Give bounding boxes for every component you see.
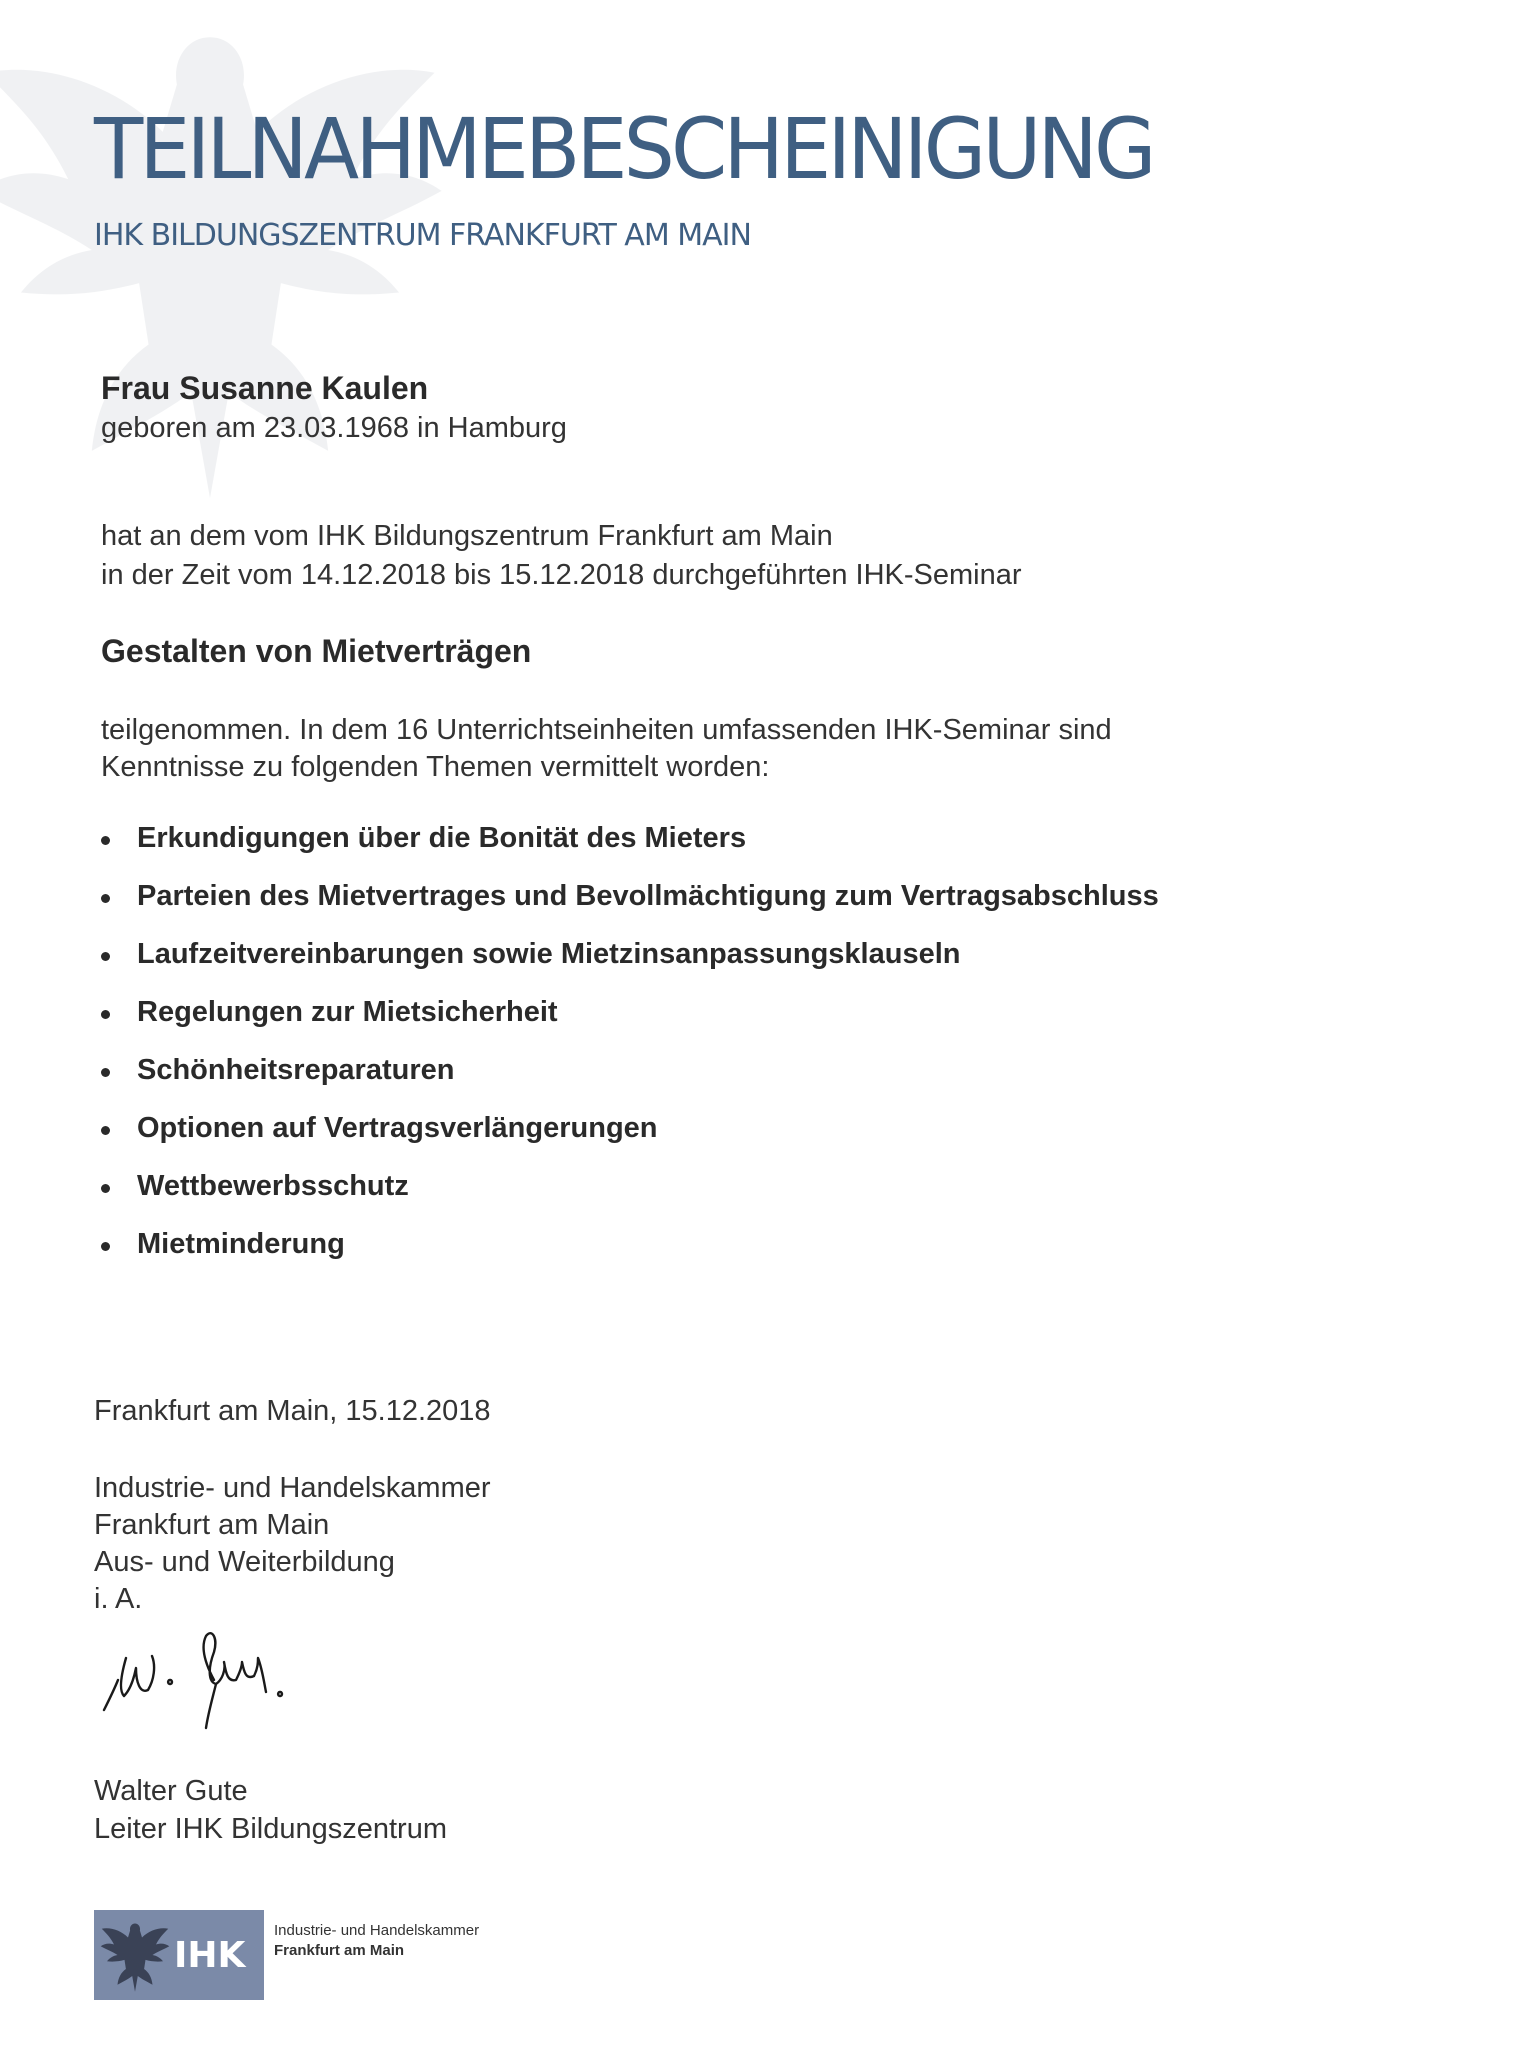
topic-label: Erkundigungen über die Bonität des Mieters	[137, 822, 747, 854]
organization-line: i. A.	[94, 1583, 143, 1615]
bullet-icon	[101, 1242, 110, 1251]
bullet-icon	[101, 836, 110, 845]
issuer-subtitle: IHK BILDUNGSZENTRUM FRANKFURT AM MAIN	[94, 218, 751, 253]
bullet-icon	[101, 952, 110, 961]
ihk-logo	[94, 1910, 264, 2000]
topic-item	[101, 880, 1159, 938]
intro-line-2: in der Zeit vom 14.12.2018 bis 15.12.2018 durchgeführten IHK-Seminar	[101, 559, 1022, 591]
organization-line: Frankfurt am Main	[94, 1509, 330, 1541]
organization-line: Industrie- und Handelskammer	[94, 1472, 491, 1504]
document-title: TEILNAHMEBESCHEINIGUNG	[94, 100, 1153, 198]
description-line-2: Kenntnisse zu folgenden Themen vermittelt worden:	[101, 751, 770, 783]
topic-item	[101, 1054, 1159, 1112]
topic-label: Parteien des Mietvertrages und Bevollmächtigung zum Vertragsabschluss	[137, 880, 1159, 912]
handwritten-signature	[96, 1610, 336, 1730]
bullet-icon	[101, 894, 110, 903]
eagle-icon	[100, 1915, 170, 1995]
topic-item	[101, 996, 1159, 1054]
topic-item	[101, 1112, 1159, 1170]
topic-label: Mietminderung	[137, 1228, 345, 1260]
topic-label: Laufzeitvereinbarungen sowie Mietzinsanpassungsklauseln	[137, 938, 961, 970]
intro-line-1: hat an dem vom IHK Bildungszentrum Frankfurt am Main	[101, 520, 833, 552]
bullet-icon	[101, 1010, 110, 1019]
signer-name: Walter Gute	[94, 1775, 248, 1807]
signer-role: Leiter IHK Bildungszentrum	[94, 1813, 447, 1845]
bullet-icon	[101, 1184, 110, 1193]
description-line-1: teilgenommen. In dem 16 Unterrichtseinheiten umfassenden IHK-Seminar sind	[101, 714, 1112, 746]
participant-birth: geboren am 23.03.1968 in Hamburg	[101, 412, 567, 444]
bullet-icon	[101, 1126, 110, 1135]
bullet-icon	[101, 1068, 110, 1077]
topic-item	[101, 1228, 1159, 1286]
course-title: Gestalten von Mietverträgen	[101, 633, 532, 669]
organization-line: Aus- und Weiterbildung	[94, 1546, 395, 1578]
topic-label: Wettbewerbsschutz	[137, 1170, 409, 1202]
topics-list	[101, 822, 1159, 1286]
participant-name: Frau Susanne Kaulen	[101, 370, 429, 406]
organization-block	[94, 1470, 491, 1618]
signer-block	[94, 1772, 447, 1848]
footer-line-2: Frankfurt am Main	[274, 1942, 405, 1959]
topic-item	[101, 822, 1159, 880]
topic-item	[101, 938, 1159, 996]
topic-item	[101, 1170, 1159, 1228]
footer-line-1: Industrie- und Handelskammer	[274, 1922, 480, 1939]
topic-label: Regelungen zur Mietsicherheit	[137, 996, 558, 1028]
ihk-logo-text: IHK	[174, 1934, 246, 1976]
topic-label: Optionen auf Vertragsverlängerungen	[137, 1112, 658, 1144]
footer-text	[274, 1921, 479, 1961]
topic-label: Schönheitsreparaturen	[137, 1054, 455, 1086]
place-date: Frankfurt am Main, 15.12.2018	[94, 1395, 491, 1427]
